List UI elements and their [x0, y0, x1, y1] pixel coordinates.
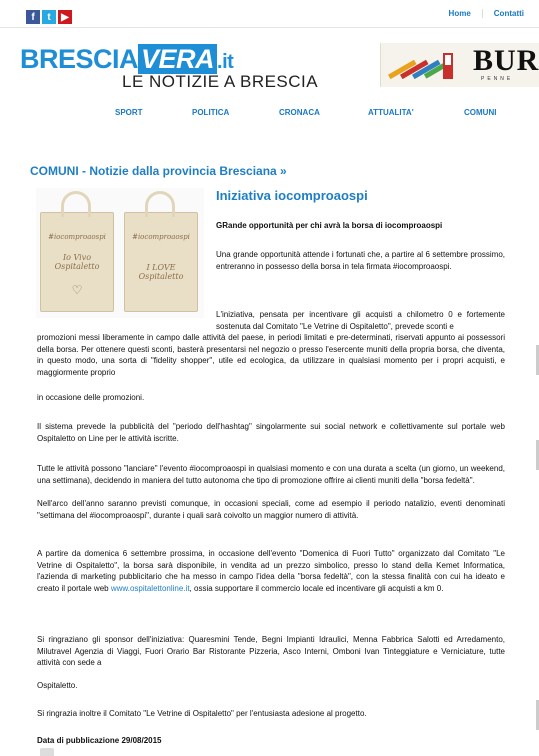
- paintbrush-icon: [385, 47, 457, 83]
- nav-item-politica[interactable]: POLITICA: [192, 108, 230, 117]
- top-bar: [0, 0, 539, 34]
- logo-vera: VERA: [138, 44, 217, 74]
- bag-hashtag: #iocomproaospi: [48, 233, 106, 241]
- paragraph-6: [37, 548, 505, 594]
- nav-item-sport[interactable]: SPORT: [115, 108, 143, 117]
- logo-tagline: LE NOTIZIE A BRESCIA: [122, 72, 319, 91]
- divider: [0, 27, 539, 28]
- paragraph-7-end: Ospitaletto.: [37, 681, 78, 690]
- paragraph-2-body: promozioni messi liberamente in campo dalle attività del paese, in periodi limitati e pre-determinati, riservati appunto ai possessori della borsa. Per ottenere questi sconti, basterà presentarsi nel negozio o presso l'esercente muniti della propria borsa, che diventa, in questo modo, una sorta di "fidelity shopper", utile ed ecologica, da utilizzare in qualsiasi momento per i propri acquisti, e maggiormente proprio: [37, 333, 505, 377]
- site-logo[interactable]: [20, 45, 340, 93]
- bag-hashtag: #iocomproaospi: [132, 233, 190, 241]
- paragraph-2-top: L'iniziativa, pensata per incentivare gli acquisti a chilometro 0 e fortemente sostenuta dal Comitato "Le Vetrine di Ospitaletto", prevede sconti e: [216, 310, 505, 331]
- paragraph-7: Si ringraziano gli sponsor dell'iniziativa: Quaresmini Tende, Begni Impianti Idraulici, Menna Fabbrica Salotti ed Arredamento, Milutravel Agenzia di Viaggi, Fuori Orario Bar Ristorante Pizzeria, Asco Interni, Omboni Ivan Tinteggiature e Verniciature, tutte attività con sede a: [37, 635, 505, 667]
- section-title[interactable]: COMUNI - Notizie dalla provincia Bresciana »: [30, 164, 287, 178]
- article-subtitle: GRande opportunità per chi avrà la borsa di iocomproaospi: [216, 221, 443, 230]
- ad-banner[interactable]: [380, 43, 539, 87]
- paragraph-5: Nell'arco dell'anno saranno previsti comunque, in occasioni speciali, come ad esempio il periodo natalizio, eventi denominati "settimana del #iocomproaospi", durante i quali sarà coivolto un maggior numero di attività.: [37, 499, 505, 520]
- nav-item-attualita[interactable]: ATTUALITA': [368, 108, 414, 117]
- logo-brescia: BRESCIA: [20, 44, 139, 74]
- logo-it: .it: [217, 51, 234, 73]
- article-image: [36, 188, 204, 318]
- main-nav: [0, 104, 539, 124]
- tote-bag-image: [124, 212, 198, 312]
- ad-brand: BUR: [473, 44, 539, 77]
- home-link[interactable]: Home: [448, 9, 471, 18]
- paragraph-2-end: in occasione delle promozioni.: [37, 393, 145, 402]
- paragraph-8: Si ringrazia inoltre il Comitato "Le Vetrine di Ospitaletto" per l'entusiasta adesione al progetto.: [37, 709, 367, 718]
- nav-item-cronaca[interactable]: CRONACA: [279, 108, 320, 117]
- nav-item-comuni[interactable]: COMUNI: [464, 108, 497, 117]
- paragraph-1: Una grande opportunità attende i fortunati che, a partire al 6 settembre prossimo, entreranno in possesso della borsa in tela firmata #iocomproaospi.: [216, 250, 505, 271]
- share-icon[interactable]: [40, 748, 54, 756]
- bag-slogan: I LOVE Ospitaletto: [138, 263, 184, 281]
- heart-icon: ♡: [71, 283, 83, 297]
- article-title: Iniziativa iocomproaospi: [216, 188, 368, 203]
- publication-date: Data di pubblicazione 29/08/2015: [37, 736, 162, 745]
- contatti-link[interactable]: Contatti: [482, 9, 535, 18]
- paragraph-3: Il sistema prevede la pubblicità del "periodo dell'hashtag" singolarmente sui social network e collettivamente sul portale web Ospitaletto on Line per le attività iscritte.: [37, 422, 505, 443]
- top-nav: [438, 9, 535, 18]
- social-links: [26, 10, 72, 24]
- bag-handle: [145, 191, 175, 217]
- ospitalettonline-link[interactable]: www.ospitalettonline.it: [110, 583, 190, 593]
- twitter-icon[interactable]: t: [42, 10, 56, 24]
- youtube-icon[interactable]: ▶: [58, 10, 72, 24]
- paragraph-4: Tutte le attività possono "lanciare" l'evento #iocomproaospi in qualsiasi momento e con una durata a scelta (un giorno, un weekend, una settimana), decidendo in maniera del tutto autonoma che tipo di promozione offrire ai clienti muniti della "borsa fedeltà".: [37, 464, 505, 485]
- facebook-icon[interactable]: f: [26, 10, 40, 24]
- paragraph-6-end: , ossia supportare il commercio locale ed incentivare gli acquisti a km 0.: [189, 583, 444, 593]
- bag-slogan: Io Vivo Ospitaletto: [54, 253, 100, 271]
- ad-sub: PENNE: [481, 76, 514, 82]
- paragraph-6-text: A partire da domenica 6 settembre prossima, in occasione dell'evento "Domenica di Fuori Tutto" organizzato dal Comitato "Le Vetrine di Ospitaletto", la borsa sarà disponibile, in vendita ad un prezzo simbolico, presso lo stand della Kemet Informatica, l'azienda di marketing pubblicitario che ha messo in campo l'idea della "borsa fedeltà", con la stessa finalità con cui ha ideato e creato il portale web: [37, 549, 505, 593]
- tote-bag-image: [40, 212, 114, 312]
- bag-handle: [61, 191, 91, 217]
